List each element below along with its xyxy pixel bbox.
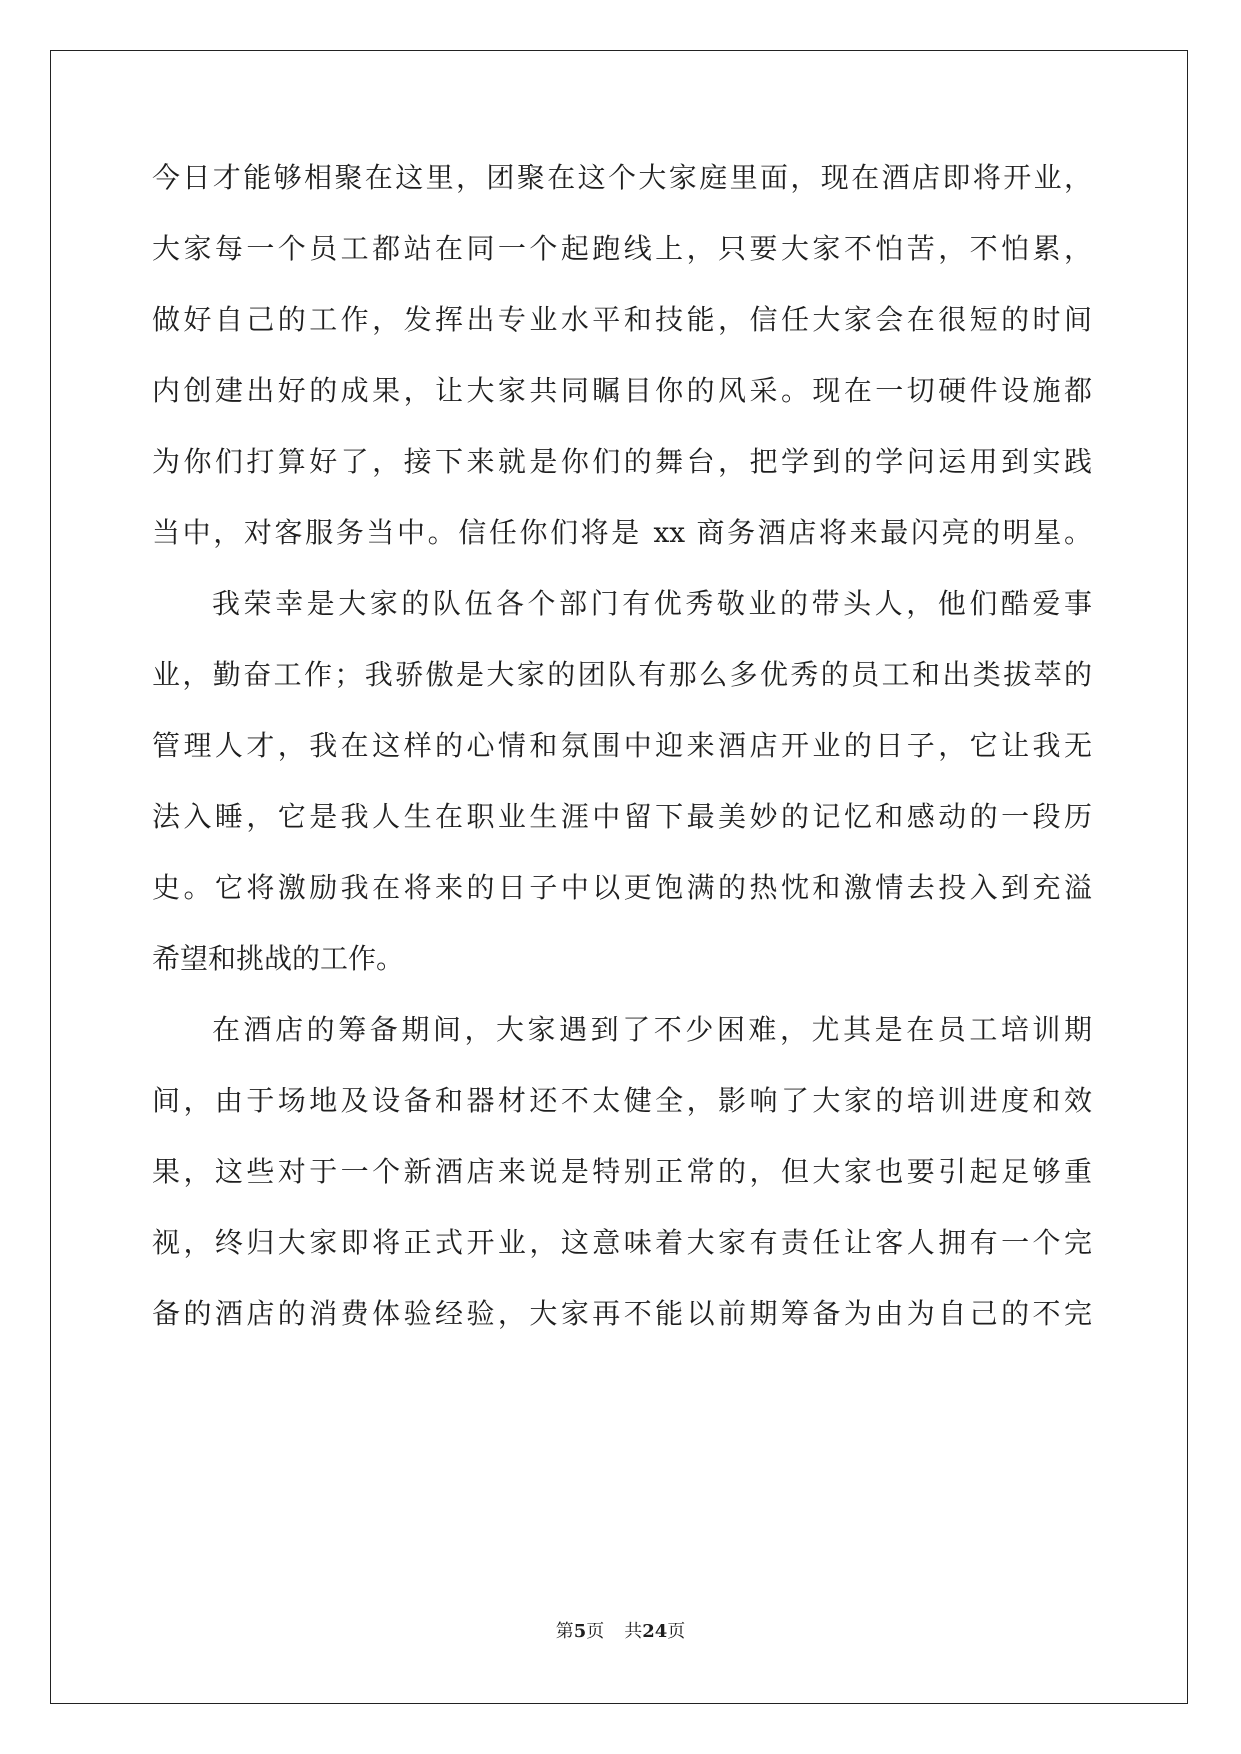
text-line: 业，勤奋工作；我骄傲是大家的团队有那么多优秀的员工和出类拔萃的 — [152, 658, 1092, 691]
text-line: 今日才能够相聚在这里，团聚在这个大家庭里面，现在酒店即将开业， — [152, 161, 1092, 194]
page-number: 5 — [573, 1621, 587, 1642]
text-line: 我荣幸是大家的队伍各个部门有优秀敬业的带头人，他们酷爱事 — [212, 587, 1092, 620]
text-line: 内创建出好的成果，让大家共同瞩目你的风采。现在一切硬件设施都 — [152, 374, 1092, 407]
text-line: 在酒店的筹备期间，大家遇到了不少困难，尤其是在员工培训期 — [212, 1013, 1092, 1046]
text-line: 当中，对客服务当中。信任你们将是 xx 商务酒店将来最闪亮的明星。 — [152, 516, 1092, 549]
text-line: 视，终归大家即将正式开业，这意味着大家有责任让客人拥有一个完 — [152, 1226, 1092, 1259]
page-prefix: 第 — [555, 1621, 574, 1642]
text-line: 为你们打算好了，接下来就是你们的舞台，把学到的学问运用到实践 — [152, 445, 1092, 478]
text-line: 间，由于场地及设备和器材还不太健全，影响了大家的培训进度和效 — [152, 1084, 1092, 1117]
total-prefix: 共 — [624, 1621, 643, 1642]
text-line: 管理人才，我在这样的心情和氛围中迎来酒店开业的日子，它让我无 — [152, 729, 1092, 762]
text-line: 做好自己的工作，发挥出专业水平和技能，信任大家会在很短的时间 — [152, 303, 1092, 336]
page-suffix: 页 — [586, 1621, 605, 1642]
text-line: 史。它将激励我在将来的日子中以更饱满的热忱和激情去投入到充溢 — [152, 871, 1092, 904]
text-line: 大家每一个员工都站在同一个起跑线上，只要大家不怕苦，不怕累， — [152, 232, 1092, 265]
page-footer — [0, 1620, 1241, 1644]
text-line: 备的酒店的消费体验经验，大家再不能以前期筹备为由为自己的不完 — [152, 1297, 1092, 1330]
document-body — [152, 158, 1092, 1334]
text-line: 希望和挑战的工作。 — [152, 942, 405, 975]
total-pages: 24 — [642, 1621, 668, 1642]
text-line: 法入睡，它是我人生在职业生涯中留下最美妙的记忆和感动的一段历 — [152, 800, 1092, 833]
total-suffix: 页 — [667, 1621, 686, 1642]
text-line: 果，这些对于一个新酒店来说是特别正常的，但大家也要引起足够重 — [152, 1155, 1092, 1188]
